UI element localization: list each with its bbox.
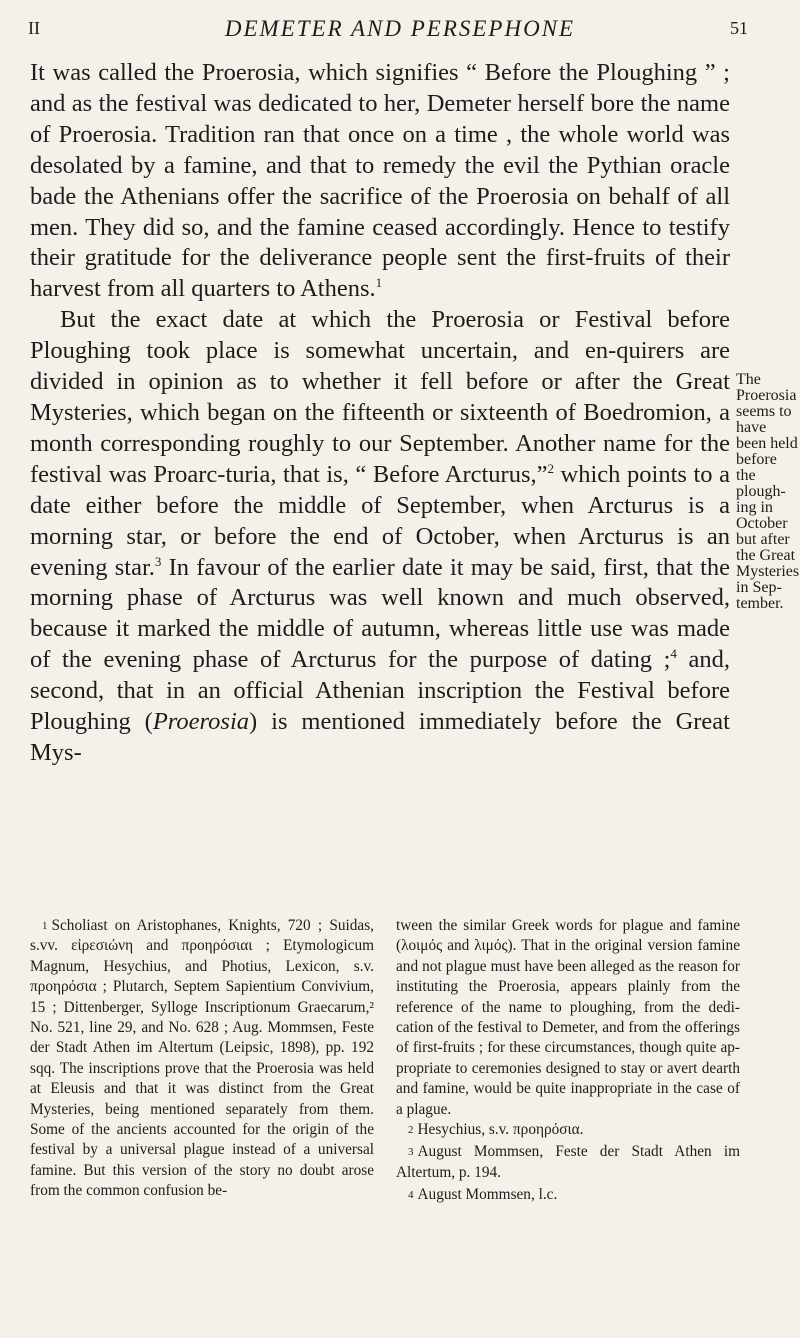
footnote-1-text: Scholiast on Aristophanes, Knights, 720 ; Suidas, s.vv. εἰρεσιώνη and προηρόσιαι ; Etymologicum Magnum, Hesychius, and Photius, Lexicon, s.v. προηρόσια ; Plutarch, Septem Sapientium Convivium, 15 ; Dittenberger, Sylloge Inscriptionum Graecarum,² No. 521, line 29, and No. 628 ; Aug. Mommsen, Feste der Stadt Athen im Altertum (Leipsic, 1898), pp. 192 sqq. The inscriptions prove that the Proerosia was held at Eleusis and that it was distinct from the Great Mysteries, being mentioned separately from them. Some of the ancients accounted for the origin of the festival by a universal plague instead of a universal famine. But this version of the story no doubt arose from the common confusion be- xyxy=(30,917,374,1200)
margin-note: The Proerosia seems to have been held before the plough-ing in October but after the Great Mysteries in Sep-tember. xyxy=(736,371,800,612)
footnote-2 xyxy=(396,1120,740,1140)
footnote-3-text: August Mommsen, Feste der Stadt Athen im Altertum, p. 194. xyxy=(396,1143,740,1181)
proerosia-italic: Proerosia xyxy=(152,708,250,736)
footnote-2-number: 2 xyxy=(408,1124,414,1137)
paragraph-2 xyxy=(30,305,730,769)
footnote-3-number: 3 xyxy=(408,1146,414,1159)
paragraph-2-text-b: which points to a date either before the middle of September, when Arcturus is a morning star, or before the end of October, when Arcturus is an evening star. xyxy=(30,460,730,581)
footnote-4 xyxy=(396,1185,740,1205)
footnote-1-number: 1 xyxy=(42,920,48,932)
footnote-ref-4: 4 xyxy=(670,646,677,662)
page-number: 51 xyxy=(730,18,748,38)
paragraph-2-text-e: ) is mentioned immediately before the Great Mys- xyxy=(30,708,730,766)
paragraph-1 xyxy=(30,58,730,305)
footnote-2-text: Hesychius, s.v. προηρόσια. xyxy=(417,1121,584,1139)
footnote-ref-2: 2 xyxy=(547,460,554,476)
paragraph-2-text-d: and, second, that in an official Athenian inscription the Festival before Ploughing ( xyxy=(30,646,731,736)
footnote-4-text: August Mommsen, l.c. xyxy=(417,1186,558,1204)
footnotes-left-column xyxy=(30,916,374,1204)
footnote-3 xyxy=(396,1142,740,1183)
footnote-1 xyxy=(30,916,374,1202)
chapter-number: II xyxy=(28,18,40,38)
running-header xyxy=(0,8,800,48)
footnote-1-continued: tween the similar Greek words for plague and famine (λοιμός and λιμός). That in the original version famine and not plague must have been alleged as the reason for instituting the Proerosia, appears plainly from the reference of the name to ploughing, from the dedi-cation of the festival to Demeter, and from the offerings of first-fruits ; for these circumstances, though quite ap-propriate to ceremonies designed to stay or avert dearth and famine, would be quite inappropriate in the case of a plague. xyxy=(396,917,740,1118)
footnote-ref-1: 1 xyxy=(375,275,383,291)
running-title: DEMETER AND PERSEPHONE xyxy=(224,16,576,41)
footnote-4-number: 4 xyxy=(408,1189,414,1202)
paragraph-2-text-c: In favour of the earlier date it may be said, first, that the morning phase of Arcturus was well known and much observed, because it marked the middle of autumn, whereas little use was made of the evening phase of Arcturus for the purpose of dating ; xyxy=(30,553,730,674)
paragraph-1-text: It was called the Proerosia, which signifies “ Before the Ploughing ” ; and as the festival was dedicated to her, Demeter herself bore the name of Proerosia. Tradition ran that once on a time , the whole world was desolated by a famine, and that to remedy the evil the Pythian oracle bade the Athenians offer the sacrifice of the Proerosia on behalf of all men. They did so, and the famine ceased accordingly. Hence to testify their gratitude for the deliverance people sent the first-fruits of their harvest from all quarters to Athens. xyxy=(30,59,730,303)
footnotes-right-column xyxy=(396,916,740,1208)
paragraph-2-text-a: But the exact date at which the Proerosia or Festival before Ploughing took place is somewhat uncertain, and en-quirers are divided in opinion as to whether it fell before or after the Great Mysteries, which began on the fifteenth or sixteenth of Boedromion, a month corresponding roughly to our September. Another name for the festival was Proarc-turia, that is, “ Before Arcturus,” xyxy=(30,306,730,488)
footnote-ref-3: 3 xyxy=(154,553,162,569)
main-text xyxy=(30,58,730,769)
